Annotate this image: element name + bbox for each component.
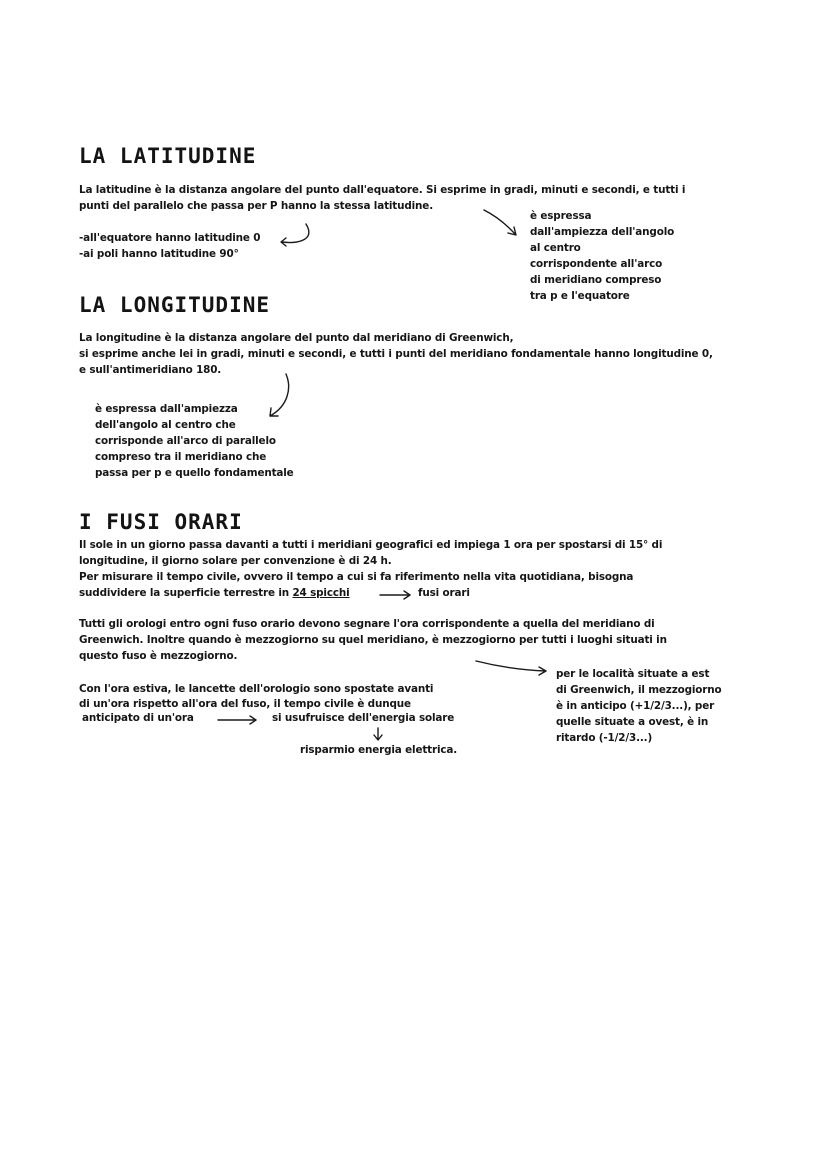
arrow-right-icon: [216, 713, 260, 725]
latitude-side-note-line: di meridiano compreso: [530, 274, 662, 286]
longitude-note-line: dell'angolo al centro che: [95, 419, 236, 431]
arrow-down-left-icon: [262, 372, 302, 422]
latitude-definition-line-1: La latitudine è la distanza angolare del punto dall'equatore. Si esprime in gradi, minuti e secondi, e tutti i: [79, 184, 686, 196]
latitude-equator-note: -all'equatore hanno latitudine 0: [79, 232, 261, 244]
time-zones-line-2: longitudine, il giorno solare per convenzione è di 24 h.: [79, 555, 392, 567]
curved-bracket-arrow-icon: [276, 222, 316, 252]
longitude-heading: LA LONGITUDINE: [79, 293, 271, 317]
time-zones-para2-line-3: questo fuso è mezzogiorno.: [79, 650, 238, 662]
longitude-definition-line-2: si esprime anche lei in gradi, minuti e secondi, e tutti i punti del meridiano fondamentale hanno longitudine 0,: [79, 348, 713, 360]
longitude-note-line: è espressa dall'ampiezza: [95, 403, 238, 415]
longitude-definition-line-3: e sull'antimeridiano 180.: [79, 364, 222, 376]
longitude-definition-line-1: La longitudine è la distanza angolare del punto dal meridiano di Greenwich,: [79, 332, 514, 344]
time-zones-line-4-prefix: suddividere la superficie terrestre in: [79, 587, 289, 599]
arrow-down-icon: [372, 727, 384, 743]
twenty-four-slices-text: 24 spicchi: [292, 587, 350, 599]
latitude-heading: LA LATITUDINE: [79, 144, 257, 168]
time-zones-side-note-line: di Greenwich, il mezzogiorno: [556, 684, 722, 696]
arrow-right-icon: [474, 658, 554, 678]
time-zones-line-4: [79, 586, 350, 602]
time-zones-line-3: Per misurare il tempo civile, ovvero il tempo a cui si fa riferimento nella vita quotidiana, bisogna: [79, 571, 634, 583]
latitude-poles-note: -ai poli hanno latitudine 90°: [79, 248, 239, 260]
latitude-side-note-line: è espressa: [530, 210, 592, 222]
time-zones-side-note-line: è in anticipo (+1/2/3...), per: [556, 700, 715, 712]
daylight-saving-line-3: anticipato di un'ora: [82, 712, 194, 724]
time-zones-result: fusi orari: [418, 587, 470, 599]
longitude-note-line: passa per p e quello fondamentale: [95, 467, 294, 479]
time-zones-side-note-line: per le località situate a est: [556, 668, 710, 680]
time-zones-side-note-line: ritardo (-1/2/3...): [556, 732, 653, 744]
daylight-saving-line-1: Con l'ora estiva, le lancette dell'orologio sono spostate avanti: [79, 683, 434, 695]
energy-saving-text: risparmio energia elettrica.: [300, 744, 458, 756]
arrow-right-icon: [378, 588, 414, 600]
longitude-note-line: corrisponde all'arco di parallelo: [95, 435, 276, 447]
arrow-right-icon: [482, 208, 532, 238]
time-zones-side-note-line: quelle situate a ovest, è in: [556, 716, 709, 728]
time-zones-heading: I FUSI ORARI: [79, 510, 243, 534]
latitude-side-note-line: al centro: [530, 242, 581, 254]
latitude-side-note-line: corrispondente all'arco: [530, 258, 663, 270]
daylight-saving-line-2: di un'ora rispetto all'ora del fuso, il tempo civile è dunque: [79, 698, 411, 710]
longitude-note-line: compreso tra il meridiano che: [95, 451, 267, 463]
latitude-side-note-line: dall'ampiezza dell'angolo: [530, 226, 675, 238]
latitude-definition-line-2: punti del parallelo che passa per P hanno la stessa latitudine.: [79, 200, 433, 212]
time-zones-para2-line-1: Tutti gli orologi entro ogni fuso orario devono segnare l'ora corrispondente a quella del meridiano di: [79, 618, 655, 630]
time-zones-para2-line-2: Greenwich. Inoltre quando è mezzogiorno su quel meridiano, è mezzogiorno per tutti i luoghi situati in: [79, 634, 667, 646]
solar-energy-text: si usufruisce dell'energia solare: [272, 712, 455, 724]
latitude-side-note-line: tra p e l'equatore: [530, 290, 630, 302]
time-zones-line-1: Il sole in un giorno passa davanti a tutti i meridiani geografici ed impiega 1 ora per spostarsi di 15° di: [79, 539, 663, 551]
